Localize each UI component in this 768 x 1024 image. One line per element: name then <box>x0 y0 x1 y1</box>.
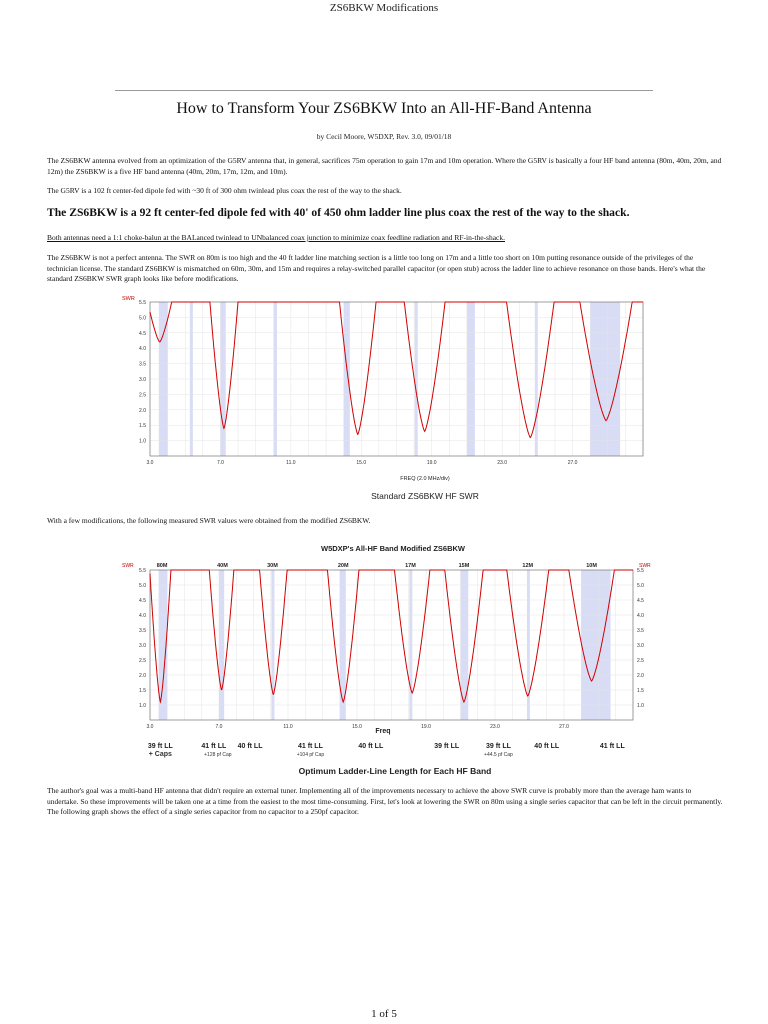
chart2-ytick-label: 2.0 <box>139 673 146 679</box>
chart1-ytick-label: 5.5 <box>139 300 146 306</box>
chart1-ytick-label: 3.0 <box>139 377 146 383</box>
chart1-xtick-label: 19.0 <box>426 460 437 466</box>
chart1-xtick-label: 7.0 <box>216 460 224 466</box>
chart2-band-label: 40M <box>217 563 228 569</box>
chart2-ytick-label-right: 3.5 <box>637 628 644 634</box>
chart2-xtick-label: 11.0 <box>283 724 293 730</box>
chart2-xtick-label: 7.0 <box>215 724 223 730</box>
chart2-ll-cap-note: +104 pf Cap <box>296 752 325 758</box>
chart1-ytick-label: 4.5 <box>139 330 146 337</box>
chart2-xtick-label: 19.0 <box>421 724 431 730</box>
chart2-band-label: 17M <box>405 563 416 569</box>
chart2-ytick-label-right: 2.5 <box>637 658 644 664</box>
chart2-ll-cap-note: + Caps <box>148 751 172 758</box>
chart2-ytick-label-right: 4.5 <box>637 598 644 604</box>
chart2-ytick-label-right: 4.0 <box>637 613 644 619</box>
chart2-ylabel-right: SWR <box>639 563 651 569</box>
chart2-ytick-label-right: 3.0 <box>637 643 644 649</box>
chart2-ll-cap-note: +128 pf Cap <box>204 752 232 758</box>
chart2-ll-annotation: 41 ft LL <box>599 743 625 750</box>
page-header: ZS6BKW Modifications <box>329 2 439 14</box>
chart2-band-label: 80M <box>156 563 168 569</box>
chart1-ytick-label: 2.0 <box>139 407 146 414</box>
intro-paragraph: The ZS6BKW antenna evolved from an optimization of the G5RV antenna that, in general, sacrifices 75m operation to gain 17m and 10m operation. Where the G5RV is basically a four HF band antenna (80m, 40m, 20m, and 12m) the ZS6BKW is a five HF band antenna (40m, 20m, 17m, 12m, and 10m). <box>47 156 722 176</box>
chart1-xtick-label: 11.0 <box>286 460 296 466</box>
chart1-ytick-label: 5.0 <box>139 315 146 322</box>
chart1-ytick-label: 1.0 <box>139 438 146 445</box>
top-divider <box>115 90 653 91</box>
chart2-ytick-label: 4.5 <box>139 598 146 604</box>
chart2-xlabel: Freq <box>375 728 391 735</box>
chart1-ylabel: SWR <box>122 296 135 302</box>
chart1-title: Standard ZS6BKW HF SWR <box>371 491 479 501</box>
chart2-ytick-label: 5.0 <box>139 583 146 589</box>
chart2-ytick-label: 2.5 <box>139 658 146 664</box>
goal-paragraph: The author's goal was a multi-band HF antenna that didn't require an external tuner. Implementing all of the improvements necessary to achieve the above SWR curve is probably more than the average ham wants to undertake. So these improvements will be taken one at a time from the easiest to the most time-consuming. First, let's look at lowering the SWR on 80m using a single series capacitor that can be left in the circuit permanently. The following graph shows the effect of a single series capacitor from no capacitor to a 250pf capacitor. <box>47 786 723 816</box>
chart2-band-label: 15M <box>458 563 470 569</box>
chart2-ll-annotation: 40 ft LL <box>358 743 384 750</box>
zs6bkw-statement: The ZS6BKW is a 92 ft center-fed dipole fed with 40' of 450 ohm ladder line plus coax the rest of the way to the shack. <box>47 206 630 219</box>
chart1-xtick-label: 23.0 <box>497 460 508 466</box>
chart2-band-label: 12M <box>522 563 534 569</box>
chart2-ll-cap-note: +44.5 pf Cap <box>484 752 513 758</box>
chart2-xtick-label: 15.0 <box>352 724 362 730</box>
standard-swr-chart <box>115 292 665 504</box>
chart2-ytick-label-right: 5.5 <box>637 568 644 574</box>
chart2-subtitle: Optimum Ladder-Line Length for Each HF Band <box>298 766 492 776</box>
chart2-ytick-label: 5.5 <box>139 568 146 574</box>
chart2-band-label: 20M <box>337 563 349 569</box>
chart1-ytick-label: 4.0 <box>139 346 146 353</box>
chart1-ytick-label: 2.5 <box>139 392 146 399</box>
imperfect-paragraph: The ZS6BKW is not a perfect antenna. The SWR on 80m is too high and the 40 ft ladder line matching section is a little too long on 17m and a little too short on 10m putting resonance outside of the privileges of the technician license. The standard ZS6BKW is mismatched on 60m, 30m, and 15m and requires a relay-switched parallel capacitor (or open stub) across the ladder line to achieve resonance on those bands. Here's what the standard ZS6BKW SWR graph looks like before modifications. <box>47 253 706 283</box>
chart1-xtick-label: 15.0 <box>356 460 367 466</box>
chart1-xtick-label: 3.0 <box>146 460 154 466</box>
page-footer: 1 of 5 <box>371 1008 397 1020</box>
chart1-xtick-label: 27.0 <box>567 460 578 466</box>
chart2-xtick-label: 27.0 <box>559 724 569 730</box>
doc-title: How to Transform Your ZS6BKW Into an All-HF-Band Antenna <box>176 100 592 117</box>
chart2-ll-annotation: 40 ft LL <box>237 743 263 750</box>
chart1-ytick-label: 3.5 <box>139 361 146 368</box>
chart2-ll-annotation: 39 ft LL <box>434 743 460 750</box>
chart2-ytick-label: 3.5 <box>139 628 146 634</box>
chart2-ytick-label-right: 1.5 <box>637 688 644 694</box>
chart2-band-label: 10M <box>586 563 597 569</box>
doc-byline: by Cecil Moore, W5DXP, Rev. 3.0, 09/01/18 <box>316 132 452 141</box>
chart2-xtick-label: 23.0 <box>490 724 500 730</box>
chart2-ytick-label-right: 1.0 <box>637 703 644 709</box>
chart2-ll-annotation: 40 ft LL <box>534 743 560 750</box>
chart2-ytick-label: 3.0 <box>139 643 146 649</box>
g5rv-paragraph: The G5RV is a 102 ft center-fed dipole fed with ~30 ft of 300 ohm twinlead plus coax the rest of the way to the shack. <box>47 186 402 195</box>
chart2-title: W5DXP's All-HF Band Modified ZS6BKW <box>320 544 466 553</box>
chart2-ytick-label: 4.0 <box>139 613 146 619</box>
balun-note: Both antennas need a 1:1 choke-balun at the BALanced twinlead to UNbalanced coax junction to minimize coax feedline radiation and RF-in-the-shack. <box>47 233 505 242</box>
chart2-xtick-label: 3.0 <box>146 724 154 730</box>
chart2-ytick-label-right: 5.0 <box>637 583 644 589</box>
chart2-ll-annotation: 41 ft LL <box>201 743 227 750</box>
chart2-ll-annotation: 39 ft LL <box>486 743 511 750</box>
modified-swr-chart <box>115 540 655 780</box>
chart2-band-label: 30M <box>267 563 278 569</box>
chart2-ytick-label: 1.0 <box>139 703 146 709</box>
chart2-ll-annotation: 39 ft LL <box>147 743 173 750</box>
chart1-ytick-label: 1.5 <box>139 423 146 430</box>
measured-paragraph: With a few modifications, the following measured SWR values were obtained from the modified ZS6BKW. <box>47 516 371 525</box>
chart2-ylabel-left: SWR <box>122 563 134 569</box>
chart1-xlabel: FREQ (2.0 MHz/div) <box>400 476 450 482</box>
chart2-ytick-label: 1.5 <box>139 688 146 694</box>
chart2-ll-annotation: 41 ft LL <box>297 743 323 750</box>
chart2-ytick-label-right: 2.0 <box>637 673 644 679</box>
